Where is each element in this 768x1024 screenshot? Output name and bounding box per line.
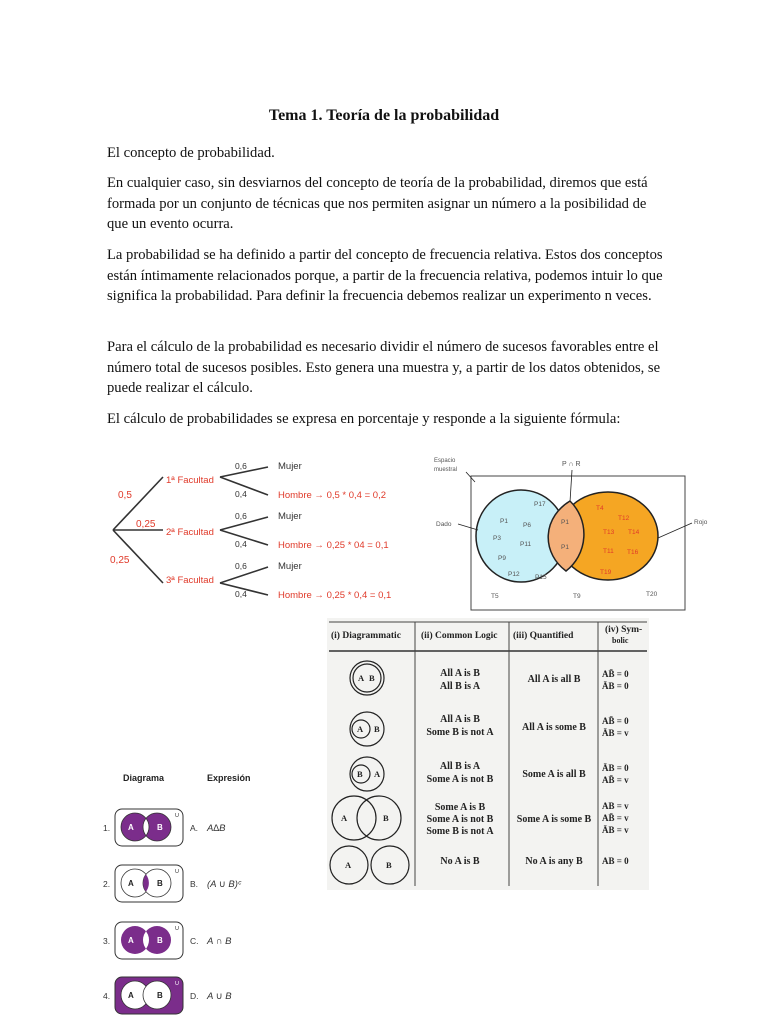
venn-item: P17 — [534, 501, 546, 508]
col-header-symbolic-2: bolic — [612, 636, 629, 645]
row-number: 4. — [103, 991, 111, 1001]
option-expression: (A ∪ B)ᶜ — [207, 879, 242, 890]
venn-item: T9 — [573, 593, 581, 600]
option-expression: A ∪ B — [207, 991, 232, 1002]
quantified-text: Some A is all B — [522, 769, 586, 780]
option-letter: C. — [190, 936, 199, 946]
venn-item: T14 — [628, 529, 640, 536]
circle-a: A — [345, 860, 352, 870]
logic-text: All B is A — [439, 761, 481, 772]
logic-text: Some A is not B — [426, 814, 494, 825]
paragraph-2: En cualquier caso, sin desviarnos del concepto de teoría de la probabilidad, diremos que está formada por un conjunto de técnicas que nos permiten asignar un número a la posibilidad de que un evento ocurra. — [107, 175, 648, 232]
hombre-prob-3: 0,4 — [235, 589, 247, 599]
symbolic-text: ĀB = v — [602, 728, 629, 738]
universe-label: U — [175, 813, 179, 819]
hombre-prob-2: 0,4 — [235, 539, 247, 549]
quantified-text: All A is all B — [527, 674, 581, 685]
mujer-prob-1: 0,6 — [235, 461, 247, 471]
venn-item: T13 — [603, 529, 615, 536]
circle-b: B — [157, 991, 163, 1000]
symbolic-text: AB̄ = 0 — [602, 669, 629, 679]
venn-item: T4 — [596, 505, 604, 512]
symbolic-text: AB = v — [602, 801, 629, 811]
venn-dado-rojo — [428, 450, 713, 615]
circle-a: A — [128, 879, 134, 888]
circle-a: A — [128, 991, 134, 1000]
universe-label: U — [175, 926, 179, 932]
logic-text: All B is A — [439, 681, 481, 692]
quantified-text: All A is some B — [522, 722, 586, 733]
logic-text: Some A is B — [434, 802, 486, 813]
page-title: Tema 1. Teoría de la probabilidad — [268, 107, 500, 124]
circle-b: B — [157, 823, 163, 832]
option-letter: B. — [190, 879, 199, 889]
paragraph-3: La probabilidad se ha definido a partir del concepto de frecuencia relativa. Estos dos conceptos están íntimamente relacionados porque, a partir de la frecuencia relativa, podemos intuir lo que significa la probabilidad. Para definir la frecuencia debemos realizar un experimento n veces. — [107, 247, 663, 304]
circle-b: B — [357, 769, 363, 779]
logic-text: Some A is not B — [426, 774, 494, 785]
venn-item: P1 — [561, 544, 569, 551]
venn-item: T20 — [646, 591, 658, 598]
quantified-text: No A is any B — [525, 856, 583, 867]
circle-a: A — [128, 823, 134, 832]
set-operations — [95, 765, 320, 1023]
branch-prob-1: 0,5 — [118, 490, 132, 501]
mujer-prob-3: 0,6 — [235, 561, 247, 571]
intersection-label: P ∩ R — [562, 461, 581, 468]
universe-label: U — [175, 869, 179, 875]
mujer-label-2: Mujer — [278, 511, 302, 522]
venn-item: P9 — [498, 555, 506, 562]
mujer-label-3: Mujer — [278, 561, 302, 572]
symbolic-text: ĀB = v — [602, 825, 629, 835]
option-letter: A. — [190, 823, 199, 833]
option-expression: A∆B — [207, 823, 226, 834]
circle-b: B — [374, 724, 380, 734]
symbolic-text: AB̄ = v — [602, 813, 629, 823]
branch-label-3: 3ª Facultad — [166, 575, 214, 586]
circle-b: B — [157, 879, 163, 888]
hombre-prob-1: 0,4 — [235, 489, 247, 499]
row-number: 1. — [103, 823, 111, 833]
hombre-label-2: Hombre → 0,25 * 04 = 0,1 — [278, 540, 389, 551]
logic-text: All A is B — [440, 714, 480, 725]
logic-table — [327, 618, 649, 890]
venn-item: P6 — [523, 522, 531, 529]
paragraph-4: Para el cálculo de la probabilidad es necesario dividir el número de sucesos favorables entre el número total de sucesos posibles. Esto genera una muestra y, a partir de los datos obtenidos, se puede realizar el cálculo. — [107, 339, 661, 396]
venn-item: T19 — [600, 569, 612, 576]
venn-item: T16 — [627, 549, 639, 556]
hombre-label-1: Hombre → 0,5 * 0,4 = 0,2 — [278, 490, 386, 501]
logic-text: Some B is not A — [426, 826, 494, 837]
venn-item: P1 — [561, 519, 569, 526]
row-number: 2. — [103, 879, 111, 889]
branch-label-1: 1ª Facultad — [166, 475, 214, 486]
circle-a: A — [358, 673, 365, 683]
symbolic-text: AB = 0 — [602, 856, 629, 866]
venn-item: T12 — [618, 515, 630, 522]
symbolic-text: AB̄ = 0 — [602, 716, 629, 726]
col-header-quantified: (iii) Quantified — [513, 631, 574, 641]
branch-label-2: 2ª Facultad — [166, 527, 214, 538]
circle-b: B — [383, 813, 389, 823]
circle-a: A — [128, 936, 134, 945]
venn-item: P11 — [520, 541, 532, 548]
circle-b: B — [157, 936, 163, 945]
paragraph-1: El concepto de probabilidad. — [107, 145, 275, 161]
mujer-prob-2: 0,6 — [235, 511, 247, 521]
header-expresion: Expresión — [207, 773, 251, 783]
circle-a: A — [374, 769, 381, 779]
col-header-symbolic: (iv) Sym- — [605, 625, 643, 635]
universe-label: U — [175, 981, 179, 987]
option-letter: D. — [190, 991, 199, 1001]
venn-item: P15 — [535, 574, 547, 581]
venn-item: P12 — [508, 571, 520, 578]
venn-item: T5 — [491, 593, 499, 600]
hombre-label-3: Hombre → 0,25 * 0,4 = 0,1 — [278, 590, 392, 601]
logic-text: No A is B — [440, 856, 480, 867]
venn-item: P3 — [493, 535, 501, 542]
circle-a: A — [357, 724, 364, 734]
symbolic-text: ĀB = 0 — [602, 763, 629, 773]
branch-prob-2: 0,25 — [136, 519, 156, 530]
space-label-2: muestral — [434, 467, 458, 473]
space-label-1: Espacio — [434, 458, 456, 464]
option-expression: A ∩ B — [207, 936, 232, 947]
header-diagrama: Diagrama — [123, 773, 165, 783]
branch-prob-3: 0,25 — [110, 555, 130, 566]
logic-text: Some B is not A — [426, 727, 494, 738]
col-header-common-logic: (ii) Common Logic — [421, 631, 498, 641]
probability-tree — [108, 455, 408, 605]
row-number: 3. — [103, 936, 111, 946]
paragraph-5: El cálculo de probabilidades se expresa en porcentaje y responde a la siguiente fórmula: — [107, 411, 621, 427]
venn-item: T11 — [603, 548, 614, 555]
symbolic-text: ĀB = 0 — [602, 681, 629, 691]
symbolic-text: AB̄ = v — [602, 775, 629, 785]
rojo-label: Rojo — [694, 519, 708, 526]
venn-item: P1 — [500, 518, 508, 525]
circle-b: B — [386, 860, 392, 870]
quantified-text: Some A is some B — [516, 814, 592, 825]
dado-label: Dado — [436, 521, 452, 528]
mujer-label-1: Mujer — [278, 461, 302, 472]
circle-a: A — [341, 813, 348, 823]
circle-b: B — [369, 673, 375, 683]
col-header-diagrammatic: (i) Diagrammatic — [331, 631, 401, 641]
logic-text: All A is B — [440, 668, 480, 679]
